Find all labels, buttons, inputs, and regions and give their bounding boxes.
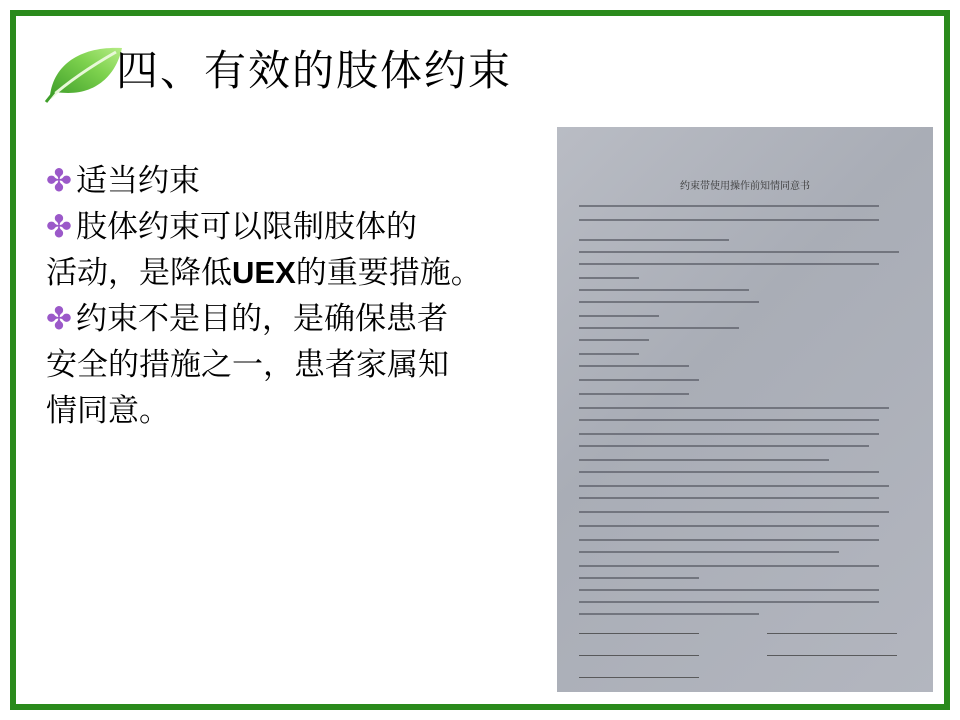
form-text-line xyxy=(579,277,639,279)
form-text-line xyxy=(579,263,879,265)
form-text-line xyxy=(579,339,649,341)
form-text-line xyxy=(579,379,699,381)
form-text-line xyxy=(579,407,889,409)
form-text-line xyxy=(579,419,879,421)
bullet-text: 活动，是降低 xyxy=(46,255,232,291)
uex-term: UEX xyxy=(232,255,296,290)
bullet-text: 约束不是目的，是确保患者 xyxy=(75,301,448,337)
form-text-line xyxy=(579,601,879,603)
form-text-line xyxy=(579,315,659,317)
bullet-item xyxy=(46,158,546,204)
form-text-line xyxy=(579,511,889,513)
form-text-line xyxy=(579,393,689,395)
form-text-line xyxy=(579,433,879,435)
consent-form-heading: 约束带使用操作前知情同意书 xyxy=(680,181,810,192)
form-text-line xyxy=(579,301,759,303)
bullet-continuation xyxy=(46,388,546,434)
bullet-text: 的重要措施。 xyxy=(295,255,482,291)
form-signature-line xyxy=(579,633,699,634)
form-text-line xyxy=(579,327,739,329)
form-signature-line xyxy=(579,655,699,656)
form-signature-line xyxy=(767,655,897,656)
form-text-line xyxy=(579,577,699,579)
bullet-continuation xyxy=(46,250,546,296)
form-text-line xyxy=(579,471,879,473)
form-text-line xyxy=(579,539,879,541)
form-text-line xyxy=(579,613,759,615)
form-text-line xyxy=(579,551,839,553)
form-signature-line xyxy=(767,633,897,634)
bullet-text: 肢体约束可以限制肢体的 xyxy=(75,209,417,245)
form-text-line xyxy=(579,239,729,241)
consent-form-photo xyxy=(557,127,933,692)
bullet-list xyxy=(46,158,546,434)
form-text-line xyxy=(579,219,879,221)
bullet-text: 适当约束 xyxy=(75,163,200,199)
form-text-line xyxy=(579,565,879,567)
bullet-continuation xyxy=(46,342,546,388)
form-text-line xyxy=(579,445,869,447)
form-text-line xyxy=(579,497,879,499)
flower-bullet-icon: ✤ xyxy=(46,163,72,199)
form-text-line xyxy=(579,251,899,253)
form-signature-line xyxy=(579,677,699,678)
flower-bullet-icon: ✤ xyxy=(46,301,72,337)
bullet-item xyxy=(46,204,546,250)
bullet-text: 安全的措施之一，患者家属知 xyxy=(46,347,449,383)
form-text-line xyxy=(579,353,639,355)
form-text-line xyxy=(579,459,829,461)
form-text-line xyxy=(579,365,689,367)
form-text-line xyxy=(579,205,879,207)
bullet-item xyxy=(46,296,546,342)
flower-bullet-icon: ✤ xyxy=(46,209,72,245)
slide-title: 四、有效的肢体约束 xyxy=(116,46,513,95)
form-text-line xyxy=(579,289,749,291)
form-text-line xyxy=(579,525,879,527)
leaf-icon xyxy=(44,42,126,104)
bullet-text: 情同意。 xyxy=(46,393,170,429)
form-text-line xyxy=(579,485,889,487)
form-text-line xyxy=(579,589,879,591)
